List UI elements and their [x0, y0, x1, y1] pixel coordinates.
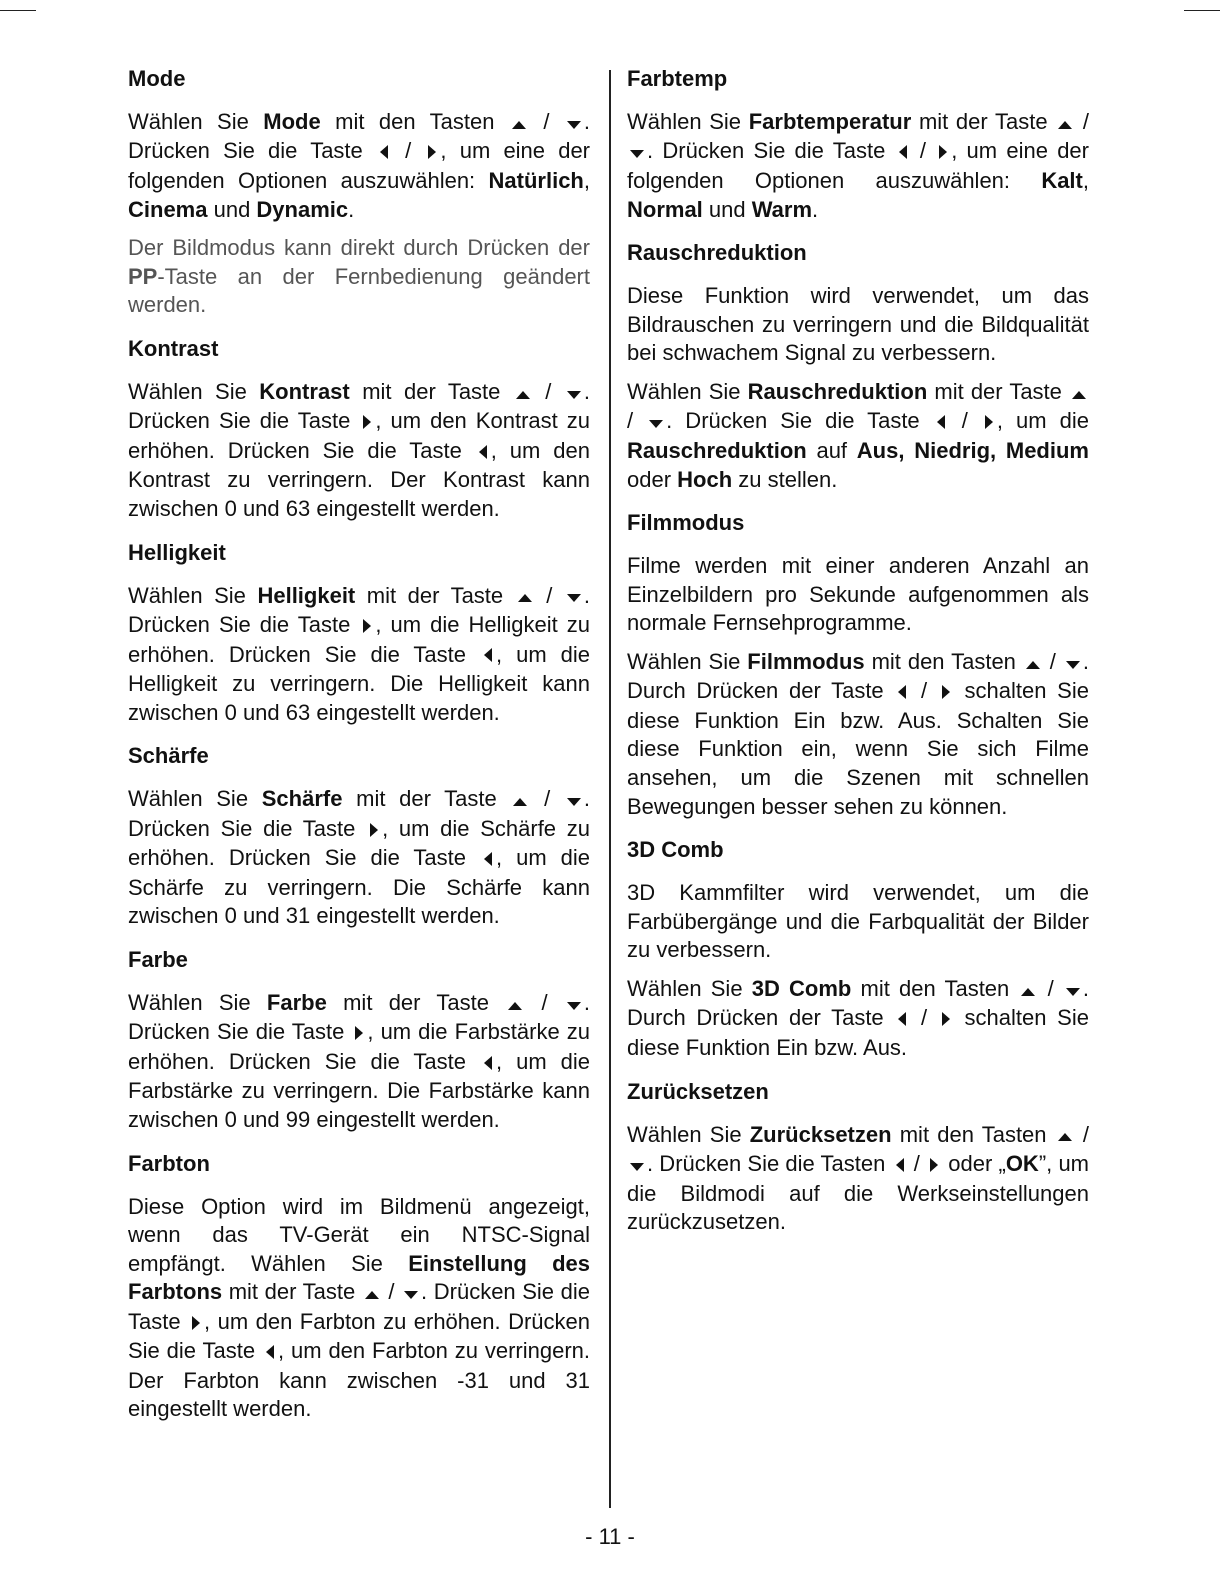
- paragraph: [627, 378, 1089, 494]
- text: .: [348, 196, 355, 222]
- arrow-down-icon: [404, 1279, 418, 1308]
- paragraph: Diese Funktion wird verwendet, um das Bildrauschen zu verringern und die Bildqualität bei schwachem Signal zu verbessern.: [627, 283, 1089, 366]
- arrow-down-icon: [567, 990, 581, 1019]
- paragraph: [128, 785, 590, 931]
- text: /: [910, 1005, 938, 1031]
- bold-term: Warm: [751, 196, 813, 222]
- text: mit der Taste: [342, 786, 511, 812]
- bold-term: Dynamic: [256, 196, 349, 222]
- section-title: 3D Comb: [627, 837, 724, 863]
- text: mit den Tasten: [864, 648, 1023, 674]
- text: /: [528, 109, 564, 134]
- text: Wählen Sie: [128, 989, 267, 1015]
- arrow-down-icon: [630, 138, 644, 167]
- text: . Drücken Sie die Taste: [128, 989, 590, 1045]
- text: . Drücken Sie die Taste: [128, 1279, 590, 1334]
- text: /: [525, 989, 564, 1015]
- text: Wählen Sie: [627, 378, 748, 404]
- text: Wählen Sie: [128, 378, 260, 404]
- paragraph: [128, 108, 590, 224]
- text: /: [391, 138, 425, 164]
- bold-term: Filmmodus: [747, 648, 865, 674]
- bold-term: 3D Comb: [751, 976, 852, 1001]
- text: Wählen Sie: [128, 109, 264, 134]
- text: , um die: [996, 408, 1089, 434]
- arrow-down-icon: [567, 582, 581, 611]
- section-title: Kontrast: [128, 335, 219, 361]
- paragraph: [128, 989, 590, 1135]
- paragraph: [627, 648, 1089, 821]
- arrow-right-icon: [941, 1005, 951, 1034]
- arrow-down-icon: [1066, 976, 1080, 1005]
- bold-term: Cinema: [128, 196, 208, 222]
- bold-term: Schärfe: [261, 786, 343, 812]
- text: und: [702, 196, 752, 222]
- arrow-up-icon: [1058, 1121, 1072, 1150]
- text: oder: [627, 466, 678, 492]
- text: Wählen Sie: [627, 109, 749, 134]
- text: mit den Tasten: [891, 1121, 1055, 1147]
- arrow-up-icon: [516, 379, 530, 408]
- section-rauschreduktion: [627, 238, 1089, 494]
- text: Wählen Sie: [627, 648, 748, 674]
- paragraph: [627, 108, 1089, 224]
- text: schalten Sie diese Funktion Ein bzw. Aus. Schalten Sie diese Funktion ein, wenn Sie sich Filme ansehen, um die Szenen mit schnellen Bewegungen besser sehen zu können.: [627, 678, 1089, 819]
- arrow-left-icon: [478, 438, 488, 467]
- text: , um die Farbstärke zu erhöhen. Drücken Sie die Taste: [128, 1019, 590, 1074]
- paragraph: Filme werden mit einer anderen Anzahl an Einzelbildern pro Sekunde aufgenommen als normale Fernsehprogramme.: [627, 553, 1089, 636]
- text: . Drücken Sie die Taste: [647, 138, 895, 164]
- text: . Drücken Sie die Taste: [666, 408, 933, 434]
- section-kontrast: [128, 334, 590, 524]
- arrow-up-icon: [513, 786, 527, 815]
- text: ,: [1082, 167, 1089, 193]
- arrow-down-icon: [567, 379, 581, 408]
- text: mit den Tasten: [851, 976, 1019, 1001]
- paragraph: [128, 234, 590, 320]
- text: /: [1042, 648, 1063, 674]
- bold-term: Farbtemperatur: [748, 109, 912, 134]
- paragraph: 3D Kammfilter wird verwendet, um die Farbübergänge und die Farbqualität der Bilder zu verbessern.: [627, 880, 1089, 963]
- text: , um den Kontrast zu verringern. Der Kontrast kann zwischen 0 und 63 eingestellt werden.: [128, 437, 590, 521]
- text: , um den Farbton zu verringern. Der Farbton kann zwischen -31 und 31 eingestellt werden.: [128, 1338, 590, 1422]
- text: Wählen Sie: [627, 976, 752, 1001]
- section-helligkeit: [128, 538, 590, 728]
- section-schaerfe: [128, 741, 590, 931]
- column-divider: [609, 70, 611, 1508]
- arrow-left-icon: [265, 1338, 275, 1367]
- section-zuruecksetzen: [627, 1077, 1089, 1237]
- bold-term: Rauschreduktion: [627, 437, 807, 463]
- section-title: Farbe: [128, 946, 188, 972]
- text: ,: [583, 167, 590, 193]
- text: ”, um die Bildmodi auf die Werkseinstellungen zurückzusetzen.: [627, 1151, 1090, 1235]
- arrow-up-icon: [1021, 976, 1035, 1005]
- bold-term: OK: [1005, 1151, 1039, 1177]
- text: Wählen Sie: [128, 582, 258, 608]
- text: , um eine der folgenden Optionen auszuwählen:: [128, 138, 591, 193]
- bold-term: Hoch: [677, 466, 733, 492]
- right-column: [627, 64, 1089, 1251]
- text: /: [1075, 109, 1089, 134]
- bold-term: Aus, Niedrig, Medium: [856, 437, 1089, 463]
- text: mit der Taste: [927, 378, 1069, 404]
- text: . Durch Drücken der Taste: [627, 976, 1090, 1031]
- bold-term: Kontrast: [259, 378, 350, 404]
- text: , um eine der folgenden Optionen auszuwählen:: [627, 138, 1089, 193]
- arrow-down-icon: [567, 109, 581, 138]
- bold-term: PP: [128, 263, 158, 289]
- text: mit den Tasten: [320, 109, 509, 134]
- paragraph: [627, 975, 1089, 1063]
- arrow-up-icon: [518, 582, 532, 611]
- text: , um die Schärfe zu verringern. Die Schärfe kann zwischen 0 und 31 eingestellt werden.: [128, 845, 590, 929]
- text: , um die Schärfe zu erhöhen. Drücken Sie die Taste: [128, 815, 590, 871]
- text: , um die Farbstärke zu verringern. Die Farbstärke kann zwischen 0 und 99 eingestellt werden.: [128, 1048, 590, 1132]
- arrow-down-icon: [649, 408, 663, 437]
- text: , um den Kontrast zu erhöhen. Drücken Sie die Taste: [128, 408, 590, 463]
- section-farbton: [128, 1149, 590, 1424]
- text: -Taste an der Fernbedienung geändert werden.: [128, 263, 590, 318]
- arrow-right-icon: [427, 138, 437, 167]
- text: zu stellen.: [732, 466, 838, 492]
- bold-term: Helligkeit: [257, 582, 356, 608]
- arrow-left-icon: [895, 1151, 905, 1180]
- arrow-right-icon: [929, 1151, 939, 1180]
- bold-term: Natürlich: [488, 167, 584, 193]
- arrow-right-icon: [362, 408, 372, 437]
- text: /: [1038, 976, 1063, 1001]
- text: , um die Helligkeit zu verringern. Die Helligkeit kann zwischen 0 und 63 eingestellt werden.: [128, 641, 590, 725]
- section-title: Mode: [128, 66, 186, 91]
- section-farbe: [128, 945, 590, 1135]
- arrow-right-icon: [369, 816, 379, 845]
- text: Wählen Sie: [627, 1121, 750, 1147]
- text: /: [627, 408, 647, 434]
- arrow-left-icon: [483, 1049, 493, 1078]
- arrow-left-icon: [897, 678, 907, 707]
- paragraph: [627, 1121, 1089, 1237]
- text: /: [534, 582, 564, 608]
- text: Der Bildmodus kann direkt durch Drücken der: [128, 235, 590, 261]
- text: Wählen Sie: [128, 786, 262, 812]
- text: mit der Taste: [355, 582, 515, 608]
- text: /: [530, 786, 564, 812]
- arrow-left-icon: [483, 845, 493, 874]
- arrow-right-icon: [191, 1309, 201, 1338]
- text: , um den Farbton zu erhöhen. Drücken Sie die Taste: [128, 1308, 590, 1364]
- bold-term: Kalt: [1041, 167, 1083, 193]
- section-title: Farbtemp: [627, 66, 728, 91]
- crop-mark-right: [1184, 10, 1220, 11]
- section-filmmodus: [627, 508, 1089, 821]
- text: auf: [806, 437, 857, 463]
- text: schalten Sie diese Funktion Ein bzw. Aus.: [627, 1005, 1089, 1060]
- section-farbtemp: [627, 64, 1089, 224]
- text: mit der Taste: [349, 378, 513, 404]
- text: /: [532, 378, 564, 404]
- section-mode: [128, 64, 590, 320]
- arrow-left-icon: [898, 138, 908, 167]
- section-title: Schärfe: [128, 743, 209, 769]
- text: /: [910, 678, 938, 704]
- text: mit der Taste: [326, 989, 506, 1015]
- arrow-right-icon: [362, 612, 372, 641]
- text: . Drücken Sie die Taste: [128, 582, 590, 638]
- text: . Durch Drücken der Taste: [627, 648, 1089, 704]
- bold-term: Farbe: [266, 989, 327, 1015]
- arrow-up-icon: [1026, 649, 1040, 678]
- arrow-down-icon: [630, 1151, 644, 1180]
- section-title: Filmmodus: [627, 510, 745, 536]
- section-title: Farbton: [128, 1150, 210, 1176]
- text: mit der Taste: [911, 109, 1056, 134]
- text: . Drücken Sie die Taste: [128, 786, 590, 841]
- arrow-up-icon: [512, 109, 526, 138]
- paragraph: [128, 378, 590, 524]
- arrow-right-icon: [941, 678, 951, 707]
- paragraph: [128, 582, 590, 728]
- bold-term: Zurücksetzen: [749, 1121, 892, 1147]
- section-title: Helligkeit: [128, 539, 226, 565]
- text: mit der Taste: [222, 1279, 362, 1305]
- text: .: [812, 196, 819, 222]
- text: /: [381, 1279, 402, 1305]
- arrow-up-icon: [365, 1279, 379, 1308]
- text: oder „: [942, 1151, 1006, 1177]
- arrow-up-icon: [508, 990, 522, 1019]
- arrow-up-icon: [1072, 379, 1086, 408]
- text: /: [910, 138, 936, 164]
- bold-term: Normal: [627, 196, 703, 222]
- text: und: [207, 196, 257, 222]
- page-number: - 11 -: [585, 1524, 635, 1549]
- text: /: [907, 1151, 927, 1177]
- text: . Drücken Sie die Taste: [128, 109, 591, 164]
- arrow-right-icon: [938, 138, 948, 167]
- text: . Drücken Sie die Taste: [128, 378, 590, 434]
- paragraph: [128, 1193, 590, 1424]
- text: /: [948, 408, 981, 434]
- section-3d-comb: [627, 835, 1089, 1062]
- crop-mark-left: [0, 10, 36, 11]
- bold-term: Einstellung des Farbtons: [128, 1250, 590, 1305]
- bold-term: Mode: [263, 109, 321, 134]
- text: . Drücken Sie die Tasten: [647, 1151, 892, 1177]
- text: /: [1074, 1121, 1089, 1147]
- text: , um die Helligkeit zu erhöhen. Drücken Sie die Taste: [128, 612, 590, 667]
- arrow-right-icon: [354, 1019, 364, 1048]
- arrow-down-icon: [1066, 649, 1080, 678]
- arrow-right-icon: [984, 408, 994, 437]
- arrow-left-icon: [897, 1005, 907, 1034]
- left-column: [128, 64, 590, 1438]
- arrow-left-icon: [936, 408, 946, 437]
- arrow-left-icon: [379, 138, 389, 167]
- bold-term: Rauschreduktion: [747, 378, 928, 404]
- text: Diese Option wird im Bildmenü angezeigt, wenn das TV-Gerät ein NTSC-Signal empfängt. Wählen Sie: [128, 1193, 590, 1276]
- section-title: Zurücksetzen: [627, 1078, 769, 1104]
- arrow-left-icon: [483, 641, 493, 670]
- arrow-down-icon: [567, 786, 581, 815]
- arrow-up-icon: [1058, 109, 1072, 138]
- section-title: Rauschreduktion: [627, 240, 807, 266]
